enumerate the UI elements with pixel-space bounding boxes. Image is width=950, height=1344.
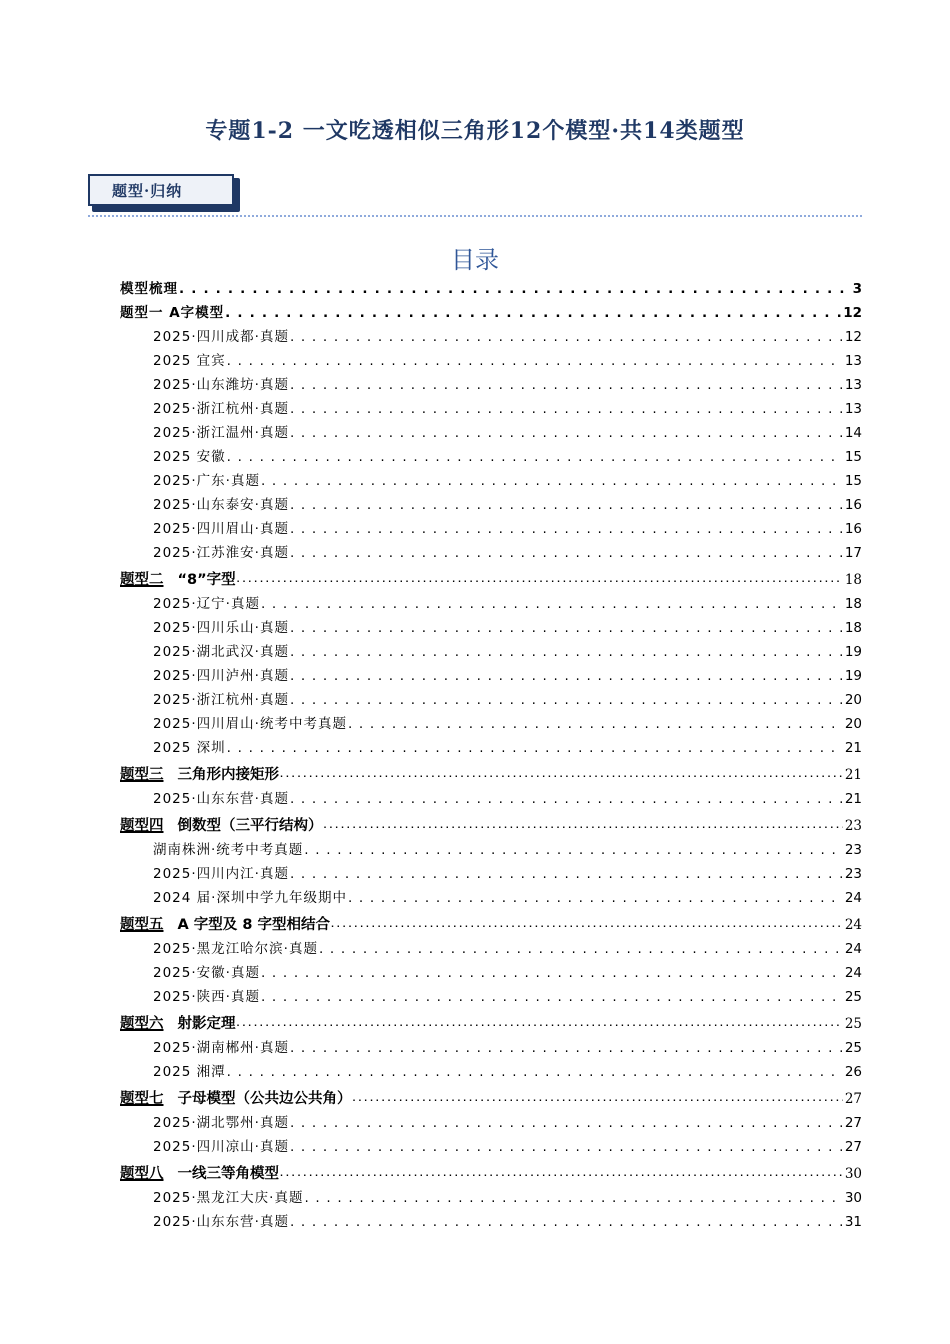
toc-leader-dots <box>353 1088 843 1108</box>
toc-page-number: 12 <box>843 305 862 321</box>
toc-page-number: 24 <box>844 917 862 933</box>
toc-entry[interactable] <box>120 1108 862 1132</box>
toc-page-number: 25 <box>844 989 862 1005</box>
toc-entry[interactable] <box>120 514 862 538</box>
toc-entry-label: 2025·安徽·真题 <box>153 965 260 981</box>
toc-leader-dots <box>290 1114 843 1132</box>
toc-leader-dots <box>290 400 843 418</box>
toc-entry[interactable] <box>120 1183 862 1207</box>
toc-page-number: 13 <box>844 401 862 417</box>
toc-entry[interactable] <box>120 1156 862 1183</box>
toc-entry-label <box>120 1015 236 1033</box>
toc-entry[interactable] <box>120 1132 862 1156</box>
toc-entry-type-title: 射影定理 <box>177 1016 236 1032</box>
toc-entry-label <box>120 1165 279 1183</box>
toc-entry-type-title: “8”字型 <box>177 572 236 588</box>
toc-entry[interactable] <box>120 1006 862 1033</box>
toc-leader-dots <box>290 619 843 637</box>
toc-leader-dots <box>290 1213 843 1231</box>
toc-entry-label: 2025·浙江温州·真题 <box>153 425 289 441</box>
toc-entry[interactable] <box>120 613 862 637</box>
toc-leader-dots <box>348 715 843 733</box>
toc-page-number: 21 <box>844 740 862 756</box>
toc-entry[interactable] <box>120 274 862 298</box>
toc-entry[interactable] <box>120 562 862 589</box>
toc-leader-dots <box>237 569 843 589</box>
toc-leader-dots <box>290 424 843 442</box>
toc-entry-label: 2025 深圳 <box>153 740 226 756</box>
toc-page-number: 24 <box>844 941 862 957</box>
toc-entry-label: 2025·山东潍坊·真题 <box>153 377 289 393</box>
toc-page-number: 16 <box>844 521 862 537</box>
toc-entry-type-number: 题型四 <box>120 818 164 834</box>
toc-leader-dots <box>319 940 843 958</box>
toc-entry[interactable] <box>120 733 862 757</box>
toc-leader-dots <box>304 841 843 859</box>
toc-entry[interactable] <box>120 394 862 418</box>
table-of-contents <box>120 274 862 1231</box>
toc-entry-type-number: 题型三 <box>120 767 164 783</box>
toc-page-number: 13 <box>844 377 862 393</box>
toc-page-number: 27 <box>844 1091 862 1107</box>
toc-leader-dots <box>227 1063 843 1081</box>
toc-entry-type-title: A 字型及 8 字型相结合 <box>177 917 330 933</box>
toc-entry-label: 2025·山东东营·真题 <box>153 791 289 807</box>
toc-entry-label: 2025 宜宾 <box>153 353 226 369</box>
toc-entry-label: 2025·陕西·真题 <box>153 989 260 1005</box>
toc-page-number: 26 <box>844 1064 862 1080</box>
toc-leader-dots <box>290 1039 843 1057</box>
toc-leader-dots <box>304 1189 842 1207</box>
toc-entry-label: 2025·广东·真题 <box>153 473 260 489</box>
toc-entry[interactable] <box>120 370 862 394</box>
toc-entry-type-number: 题型二 <box>120 572 164 588</box>
toc-page-number: 30 <box>844 1190 862 1206</box>
toc-page-number: 3 <box>852 281 862 297</box>
toc-page-number: 14 <box>844 425 862 441</box>
toc-leader-dots <box>225 304 841 322</box>
toc-entry-type-title: 倒数型（三平行结构） <box>177 818 323 834</box>
toc-entry-label <box>120 766 279 784</box>
toc-entry-label <box>120 916 330 934</box>
toc-leader-dots <box>290 520 843 538</box>
toc-entry[interactable] <box>120 1057 862 1081</box>
toc-page-number: 17 <box>844 545 862 561</box>
toc-entry-type-title: 子母模型（公共边公共角） <box>177 1091 352 1107</box>
toc-leader-dots <box>227 739 843 757</box>
toc-entry-label: 2025·江苏淮安·真题 <box>153 545 289 561</box>
toc-page-number: 18 <box>844 620 862 636</box>
toc-entry-label: 2025·湖北武汉·真题 <box>153 644 289 660</box>
toc-entry-label <box>120 817 323 835</box>
toc-entry[interactable] <box>120 1081 862 1108</box>
toc-leader-dots <box>179 280 844 298</box>
toc-leader-dots <box>227 448 843 466</box>
toc-entry[interactable] <box>120 1033 862 1057</box>
toc-entry[interactable] <box>120 442 862 466</box>
toc-entry-label: 2025·湖南郴州·真题 <box>153 1040 289 1056</box>
toc-entry-label: 2025 安徽 <box>153 449 226 465</box>
toc-page-number: 18 <box>844 572 862 588</box>
toc-page-number: 23 <box>844 842 862 858</box>
toc-entry[interactable] <box>120 637 862 661</box>
toc-leader-dots <box>290 496 843 514</box>
toc-entry-label: 模型梳理 <box>120 281 178 297</box>
toc-heading: 目录 <box>451 246 499 274</box>
toc-page-number: 19 <box>844 668 862 684</box>
toc-entry-label: 2025·山东泰安·真题 <box>153 497 289 513</box>
toc-page-number: 30 <box>844 1166 862 1182</box>
toc-page-number: 21 <box>844 791 862 807</box>
toc-page-number: 16 <box>844 497 862 513</box>
toc-entry[interactable] <box>120 982 862 1006</box>
toc-entry[interactable] <box>120 490 862 514</box>
toc-leader-dots <box>261 595 843 613</box>
toc-page-number: 24 <box>844 890 862 906</box>
toc-page-number: 12 <box>844 329 862 345</box>
toc-entry-type-number: 题型七 <box>120 1091 164 1107</box>
toc-entry-label: 2024 届·深圳中学九年级期中 <box>153 890 347 906</box>
toc-entry[interactable] <box>120 685 862 709</box>
toc-leader-dots <box>227 352 843 370</box>
toc-page-number: 25 <box>844 1040 862 1056</box>
toc-page-number: 25 <box>844 1016 862 1032</box>
toc-leader-dots <box>261 472 843 490</box>
toc-entry[interactable] <box>120 466 862 490</box>
toc-entry-label: 2025·山东东营·真题 <box>153 1214 289 1230</box>
toc-entry-label <box>120 1090 352 1108</box>
toc-entry-label: 2025·四川内江·真题 <box>153 866 289 882</box>
toc-page-number: 15 <box>844 473 862 489</box>
toc-entry-label: 题型一 A字模型 <box>120 305 225 321</box>
toc-leader-dots <box>331 914 843 934</box>
toc-leader-dots <box>348 889 843 907</box>
toc-page-number: 27 <box>844 1139 862 1155</box>
toc-page-number: 24 <box>844 965 862 981</box>
toc-leader-dots <box>280 764 843 784</box>
toc-entry[interactable] <box>120 661 862 685</box>
toc-entry[interactable] <box>120 883 862 907</box>
toc-entry-type-title: 一线三等角模型 <box>177 1166 279 1182</box>
toc-leader-dots <box>290 790 843 808</box>
toc-leader-dots <box>290 544 843 562</box>
toc-entry[interactable] <box>120 934 862 958</box>
toc-page-number: 20 <box>844 692 862 708</box>
toc-entry-label: 2025·浙江杭州·真题 <box>153 401 289 417</box>
section-tag <box>88 174 238 210</box>
toc-entry[interactable] <box>120 757 862 784</box>
toc-entry-label: 2025·四川泸州·真题 <box>153 668 289 684</box>
toc-page-number: 23 <box>844 818 862 834</box>
toc-entry-label <box>120 571 236 589</box>
toc-entry-label: 2025·四川眉山·统考中考真题 <box>153 716 347 732</box>
toc-entry[interactable] <box>120 958 862 982</box>
toc-entry-label: 2025·黑龙江哈尔滨·真题 <box>153 941 318 957</box>
toc-page-number: 18 <box>844 596 862 612</box>
toc-leader-dots <box>290 865 843 883</box>
document-title: 专题1-2 一文吃透相似三角形12个模型·共14类题型 <box>205 118 745 144</box>
tag-label: 题型·归纳 <box>88 174 234 206</box>
toc-entry-label: 2025·四川成都·真题 <box>153 329 289 345</box>
toc-entry[interactable] <box>120 538 862 562</box>
toc-entry[interactable] <box>120 1207 862 1231</box>
toc-leader-dots <box>324 815 843 835</box>
toc-page-number: 27 <box>844 1115 862 1131</box>
toc-entry-label: 2025·四川凉山·真题 <box>153 1139 289 1155</box>
toc-entry[interactable] <box>120 808 862 835</box>
toc-entry-label: 2025·辽宁·真题 <box>153 596 260 612</box>
toc-entry-label: 2025·浙江杭州·真题 <box>153 692 289 708</box>
toc-entry[interactable] <box>120 418 862 442</box>
toc-entry-type-number: 题型八 <box>120 1166 164 1182</box>
toc-leader-dots <box>290 328 843 346</box>
toc-entry[interactable] <box>120 589 862 613</box>
toc-entry-label: 2025·四川眉山·真题 <box>153 521 289 537</box>
toc-leader-dots <box>290 643 843 661</box>
toc-entry-label: 2025·湖北鄂州·真题 <box>153 1115 289 1131</box>
toc-entry-label: 2025 湘潭 <box>153 1064 226 1080</box>
toc-entry-type-number: 题型六 <box>120 1016 164 1032</box>
toc-entry-type-number: 题型五 <box>120 917 164 933</box>
toc-page-number: 20 <box>844 716 862 732</box>
toc-entry-label: 2025·四川乐山·真题 <box>153 620 289 636</box>
toc-leader-dots <box>290 691 843 709</box>
toc-page-number: 19 <box>844 644 862 660</box>
toc-page-number: 21 <box>844 767 862 783</box>
toc-entry-label: 2025·黑龙江大庆·真题 <box>153 1190 304 1206</box>
toc-entry-type-title: 三角形内接矩形 <box>177 767 279 783</box>
toc-entry[interactable] <box>120 298 862 322</box>
toc-leader-dots <box>290 667 843 685</box>
toc-entry[interactable] <box>120 322 862 346</box>
toc-entry[interactable] <box>120 709 862 733</box>
toc-entry[interactable] <box>120 784 862 808</box>
dotted-divider <box>88 215 862 217</box>
toc-page-number: 13 <box>844 353 862 369</box>
toc-page-number: 31 <box>844 1214 862 1230</box>
toc-leader-dots <box>237 1013 843 1033</box>
toc-entry[interactable] <box>120 835 862 859</box>
toc-leader-dots <box>280 1163 843 1183</box>
toc-entry[interactable] <box>120 907 862 934</box>
toc-page-number: 23 <box>844 866 862 882</box>
toc-leader-dots <box>261 988 843 1006</box>
toc-page-number: 15 <box>844 449 862 465</box>
toc-entry[interactable] <box>120 859 862 883</box>
toc-entry-label: 湖南株洲·统考中考真题 <box>153 842 304 858</box>
toc-leader-dots <box>290 1138 843 1156</box>
toc-leader-dots <box>290 376 843 394</box>
toc-leader-dots <box>261 964 843 982</box>
toc-entry[interactable] <box>120 346 862 370</box>
